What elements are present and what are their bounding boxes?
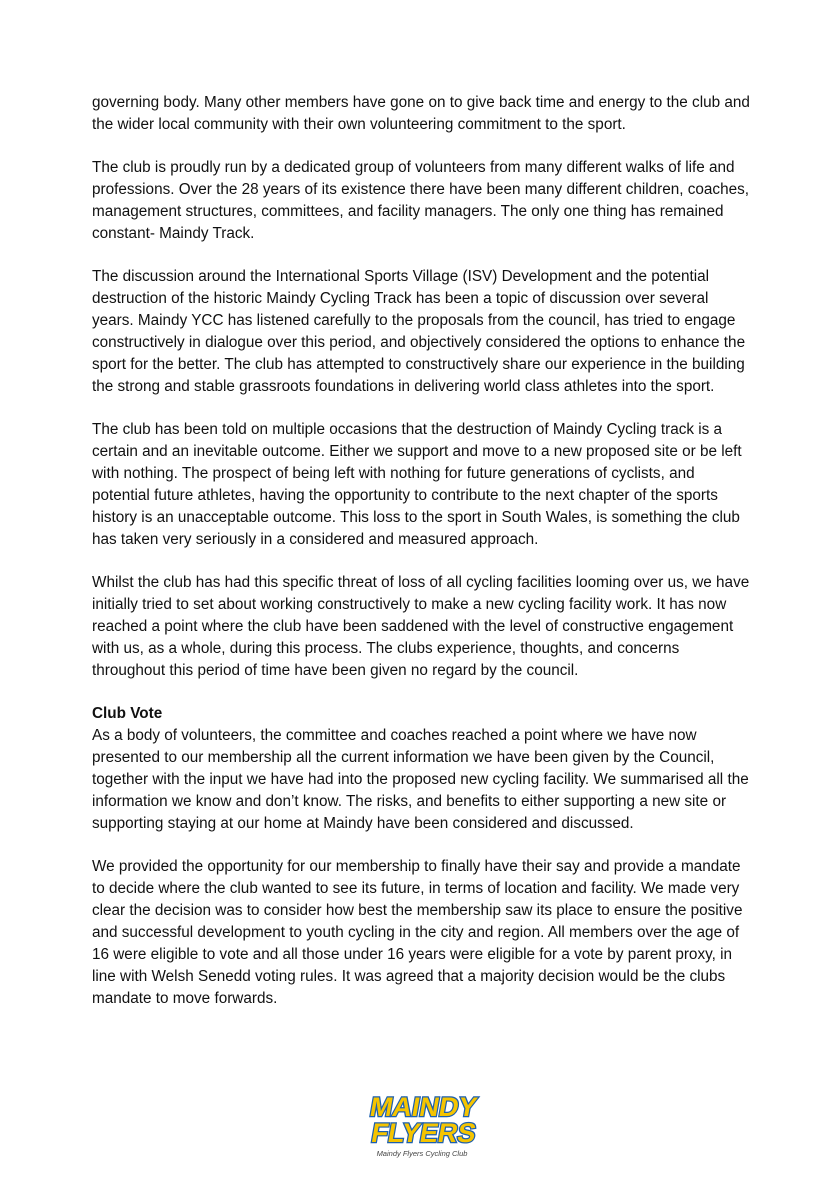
paragraph: We provided the opportunity for our membership to finally have their say and provide a mandate to decide where the club wanted to see its future, in terms of location and facility. We made very clear the decision was to consider how best the membership saw its place to ensure the positive and successful development to youth cycling in the city and region. All members over the age of 16 were eligible to vote and all those under 16 years were eligible for a vote by parent proxy, in line with Welsh Senedd voting rules. It was agreed that a majority decision would be the clubs mandate to move forwards.	[92, 858, 743, 1007]
logo-tagline: Maindy Flyers Cycling Club	[376, 1149, 468, 1158]
maindy-flyers-logo-graphic	[352, 1086, 492, 1162]
logo-line-2: FLYERS	[369, 1117, 479, 1148]
paragraph: Whilst the club has had this specific threat of loss of all cycling facilities looming over us, we have initially tried to set about working constructively to make a new cycling facility work. It has now reached a point where the club have been saddened with the level of constructive engagement with us, as a whole, during this process. The clubs experience, thoughts, and concerns throughout this period of time have been given no regard by the council.	[92, 574, 750, 679]
paragraph: As a body of volunteers, the committee and coaches reached a point where we have now presented to our membership all the current information we have been given by the Council, together with the input we have had into the proposed new cycling facility. We summarised all the information we know and don’t know. The risks, and benefits to either supporting a new site or supporting staying at our home at Maindy have been considered and discussed.	[92, 727, 749, 832]
paragraph: The discussion around the International Sports Village (ISV) Development and the potential destruction of the historic Maindy Cycling Track has been a topic of discussion over several years. Maindy YCC has listened carefully to the proposals from the council, has tried to engage constructively in dialogue over this period, and objectively considered the options to enhance the sport for the better. The club has attempted to constructively share our experience in the building the strong and stable grassroots foundations in delivering world class athletes into the sport.	[92, 268, 746, 395]
document-body	[92, 92, 752, 1031]
paragraph: governing body. Many other members have gone on to give back time and energy to the club and the wider local community with their own volunteering commitment to the sport.	[92, 94, 750, 133]
paragraph: The club is proudly run by a dedicated group of volunteers from many different walks of life and professions. Over the 28 years of its existence there have been many different children, coaches, management structures, committees, and facility managers. The only one thing has remained constant- Maindy Track.	[92, 159, 749, 242]
logo-line-1: MAINDY	[367, 1091, 480, 1122]
section-heading-club-vote: Club Vote	[92, 705, 163, 722]
maindy-flyers-logo	[352, 1086, 492, 1162]
paragraph: The club has been told on multiple occasions that the destruction of Maindy Cycling track is a certain and an inevitable outcome. Either we support and move to a new proposed site or be left with nothing. The prospect of being left with nothing for future generations of cyclists, and potential future athletes, having the opportunity to contribute to the next chapter of the sports history is an unacceptable outcome. This loss to the sport in South Wales, is something the club has taken very seriously in a considered and measured approach.	[92, 421, 742, 548]
